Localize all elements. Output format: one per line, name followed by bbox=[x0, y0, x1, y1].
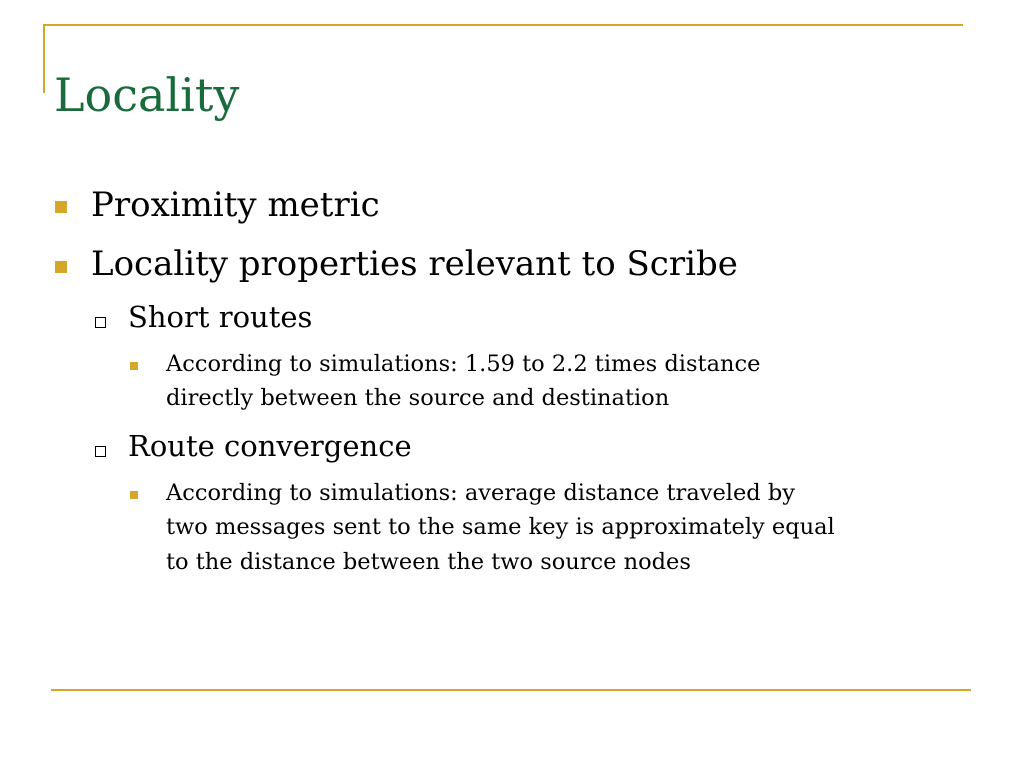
detail-route-convergence-line-1: According to simulations: average distance traveled by bbox=[166, 480, 795, 506]
slide-title: Locality bbox=[54, 68, 240, 122]
detail-route-convergence-line-3: to the distance between the two source nodes bbox=[166, 549, 691, 575]
sub-bullet-short-routes: Short routes bbox=[128, 300, 313, 334]
bullet-square-icon bbox=[55, 261, 67, 273]
bullet-square-icon bbox=[130, 491, 138, 499]
bullet-locality-properties: Locality properties relevant to Scribe bbox=[91, 244, 738, 284]
sub-bullet-route-convergence: Route convergence bbox=[128, 429, 412, 463]
hollow-square-bullet-icon bbox=[95, 446, 106, 457]
bullet-square-icon bbox=[130, 362, 138, 370]
bullet-square-icon bbox=[55, 201, 67, 213]
detail-route-convergence-line-2: two messages sent to the same key is approximately equal bbox=[166, 514, 835, 540]
bullet-proximity-metric: Proximity metric bbox=[91, 185, 380, 225]
detail-short-routes-line-2: directly between the source and destination bbox=[166, 385, 670, 411]
detail-short-routes-line-1: According to simulations: 1.59 to 2.2 times distance bbox=[166, 351, 761, 377]
hollow-square-bullet-icon bbox=[95, 317, 106, 328]
